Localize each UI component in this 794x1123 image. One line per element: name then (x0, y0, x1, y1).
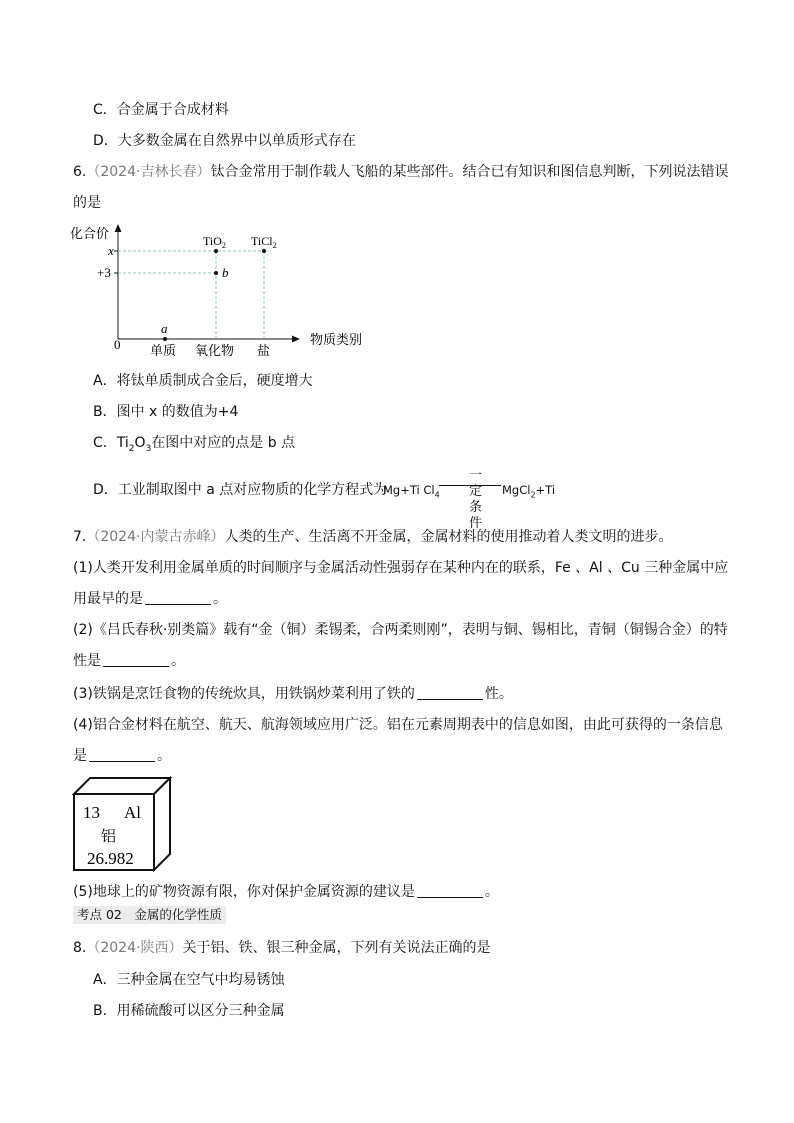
q6-equation (383, 468, 493, 531)
q8-option-a: A．三种金属在空气中均易锈蚀 (93, 972, 285, 988)
element-mass: 26.982 (87, 849, 134, 868)
y-tick-plus3: +3 (97, 265, 111, 280)
q6-valence-chart (70, 218, 370, 360)
x-tick-element: 单质 (150, 344, 177, 359)
q7-part5: (5)地球上的矿物资源有限，你对保护金属资源的建议是 。 (73, 884, 499, 900)
q8-number: 8. (73, 940, 87, 956)
q5-option-d: D．大多数金属在自然界中以单质形式存在 (93, 133, 356, 149)
q7-part2-line2: 性是 。 (73, 653, 185, 669)
x-tick-salt: 盐 (257, 344, 271, 359)
answer-blank[interactable] (417, 685, 483, 700)
q7-number: 7. (73, 529, 87, 545)
point-ticl2-label: TiCl$_2$ (251, 234, 277, 250)
q6-stem (73, 162, 728, 182)
element-symbol: Al (124, 803, 141, 822)
q8-stem-text: 关于铝、铁、银三种金属，下列有关说法正确的是 (182, 940, 491, 956)
x-tick-oxide: 氧化物 (195, 344, 235, 359)
equation-condition: 一定条件 (469, 468, 483, 531)
q6-option-b: B．图中 x 的数值为+4 (93, 404, 239, 420)
q5-option-c: C．合金属于合成材料 (93, 102, 229, 118)
point-a-label: a (161, 321, 168, 336)
element-name: 铝 (101, 827, 117, 845)
point-b-label: b (222, 265, 229, 280)
q7-part1-line2: 用最早的是 。 (73, 591, 227, 607)
q7-part4-line2: 是 。 (73, 748, 171, 764)
point-tio2-label: TiO$_2$ (203, 234, 226, 250)
q7-part3: (3)铁锅是烹饪食物的传统炊具，用铁锅炒菜利用了铁的 性。 (73, 686, 513, 702)
point-tio2 (214, 249, 218, 253)
point-b (214, 271, 218, 275)
answer-blank[interactable] (89, 747, 155, 762)
equation-reactants: Mg+Ti $Cl_4$ (383, 483, 440, 500)
point-a (163, 337, 167, 341)
point-ticl2 (262, 249, 266, 253)
q6-stem-text: 钛合金常用于制作载人飞船的某些部件。结合已有知识和图信息判断，下列说法错误 (210, 164, 729, 180)
chart-xlabel: 物质类别 (310, 333, 363, 348)
chart-ylabel: 化合价 (70, 227, 110, 242)
q7-stem (73, 527, 672, 547)
equation-products: MgCl$_2$+Ti (502, 483, 556, 500)
q8-stem (73, 938, 490, 958)
q7-part2-line1: (2)《吕氏春秋·别类篇》载有“金（铜）柔锡柔，合两柔则刚”，表明与铜、锡相比，青铜（铜锡合金）的特 (73, 622, 728, 638)
x-axis-arrow (292, 336, 300, 343)
aluminum-element-cell (70, 774, 174, 874)
q6-option-a: A．将钛单质制成合金后，硬度增大 (93, 373, 313, 389)
y-axis-arrow (115, 224, 122, 232)
q6-stem-line2: 的是 (73, 195, 101, 211)
q7-source: （2024·内蒙古赤峰） (86, 529, 225, 545)
q7-stem-text: 人类的生产、生活离不开金属，金属材料的使用推动着人类文明的进步。 (224, 529, 673, 545)
q8-source: （2024·陕西） (86, 940, 183, 956)
q6-option-c: C．$Ti_2O_3$在图中对应的点是 b 点 (93, 435, 296, 454)
q6-number: 6. (73, 164, 87, 180)
y-tick-x: x (108, 243, 114, 258)
q8-option-b: B．用稀硫酸可以区分三种金属 (93, 1003, 285, 1019)
answer-blank[interactable] (145, 590, 211, 605)
equation-arrow-line2 (439, 485, 501, 486)
answer-blank[interactable] (417, 883, 483, 898)
q7-part4-line1: (4)铝合金材料在航空、航天、航海领域应用广泛。铝在元素周期表中的信息如图，由此可获得的一条信息 (73, 717, 723, 733)
q6-option-d: D．工业制取图中 a 点对应物质的化学方程式为 (93, 482, 388, 498)
answer-blank[interactable] (103, 652, 169, 667)
section-badge: 考点 02 金属的化学性质 (73, 906, 226, 924)
q7-part1-line1: (1)人类开发利用金属单质的时间顺序与金属活动性强弱存在某种内在的联系，Fe 、Al 、Cu 三种金属中应 (73, 560, 729, 576)
chart-origin: 0 (114, 337, 121, 352)
element-number: 13 (83, 803, 100, 822)
q6-source: （2024·吉林长春） (86, 164, 211, 180)
